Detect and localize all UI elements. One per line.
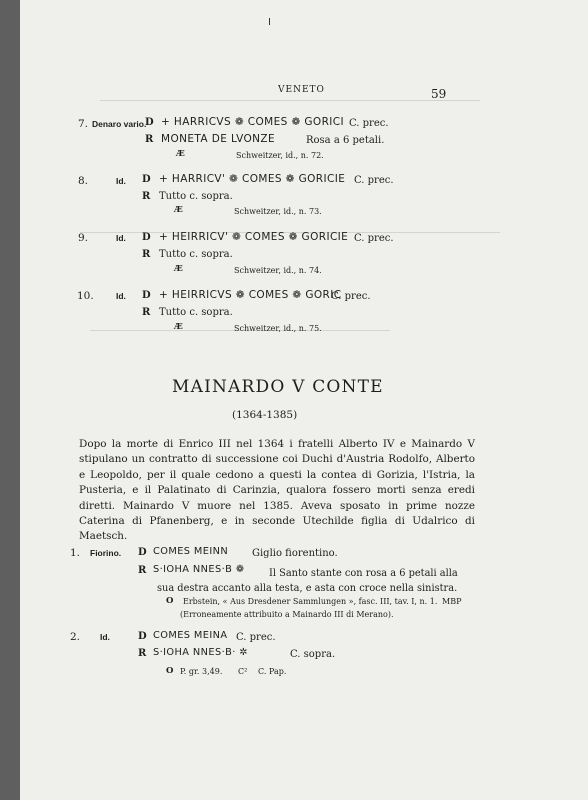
historical-paragraph: Dopo la morte di Enrico III nel 1364 i fratelli Alberto IV e Mainardo V stipulano un contratto di successione coi Duchi d'Austria Rodolfo, Alberto e Leopoldo, per il quale cedono a questi la contea di Gorizia, l'Istria, la Pusteria, e il Palatinato di Carinzia, qualora fossero morti senza eredi diretti. Mainardo V muore nel 1385. Aveva sposato in prime nozze Caterina di Pfanenberg, e in seconde Utechilde figlia di Udalrico di Maetsch. <box>79 438 475 543</box>
metal-symbol: Æ <box>174 264 183 274</box>
reverse-note: Rosa a 6 petali. <box>306 135 385 146</box>
coin-kind: Id. <box>116 176 126 186</box>
obverse-mark: D <box>142 174 151 185</box>
obverse-note: C. prec. <box>236 632 276 643</box>
reverse-note: Il Santo stante con rosa a 6 petali alla sua destra accanto alla testa, e asta con croce nella sinistra. <box>157 568 458 594</box>
page-mark <box>269 18 270 25</box>
metal-symbol: Æ <box>174 205 183 215</box>
obverse-legend: + HEIRRICVS ❁ COMES ❁ GORIC <box>159 289 342 301</box>
obverse-legend: + HARRICVS ❁ COMES ❁ GORICI <box>161 116 345 128</box>
metal-symbol: O <box>166 596 174 606</box>
obverse-note: C. prec. <box>349 118 389 129</box>
reverse-note: Tutto c. sopra. <box>159 191 233 202</box>
entry-number: 8. <box>78 175 89 187</box>
reference: Schweitzer, id., n. 72. <box>236 151 324 160</box>
reverse-mark: R <box>138 648 147 659</box>
reverse-mark: R <box>142 191 151 202</box>
section-title: MAINARDO V CONTE <box>172 377 384 397</box>
reverse-legend: S·IOHA NNES·B· ✲ <box>153 647 248 658</box>
coin-kind: Id. <box>116 233 126 243</box>
reference-tag: MBP <box>442 597 462 606</box>
reverse-legend: MONETA DE LVONZE <box>161 133 276 145</box>
obverse-mark: D <box>145 117 154 128</box>
obverse-mark: D <box>138 547 147 558</box>
reverse-mark: R <box>142 307 151 318</box>
reverse-legend: S·IOHA NNES·B ❁ <box>153 564 245 575</box>
reference: Schweitzer, id., n. 74. <box>234 266 322 275</box>
page-number: 59 <box>431 87 447 101</box>
entry-number: 1. <box>70 547 81 559</box>
reverse-mark: R <box>142 249 151 260</box>
obverse-note: C. prec. <box>354 175 394 186</box>
entry-number: 2. <box>70 631 81 643</box>
obverse-note: Giglio fiorentino. <box>252 548 338 559</box>
obverse-note: C. prec. <box>354 233 394 244</box>
coin-kind: Fiorino. <box>90 548 122 558</box>
obverse-mark: D <box>142 232 151 243</box>
book-page <box>20 0 588 800</box>
coin-kind: Denaro vario. <box>92 119 147 129</box>
reference: Schweitzer, id., n. 73. <box>234 207 322 216</box>
metal-symbol: Æ <box>176 149 185 159</box>
weight: P. gr. 3,49. <box>180 667 223 676</box>
entry-number: 10. <box>77 290 94 302</box>
entry-number: 7. <box>78 118 89 130</box>
reverse-mark: R <box>145 134 154 145</box>
running-title: VENETO <box>278 85 325 95</box>
reverse-note: Tutto c. sopra. <box>159 249 233 260</box>
obverse-legend: + HARRICV' ❁ COMES ❁ GORICIE <box>159 173 346 185</box>
coin-kind: Id. <box>116 291 126 301</box>
metal-symbol: Æ <box>174 322 183 332</box>
section-dates: (1364-1385) <box>232 409 298 421</box>
obverse-mark: D <box>138 631 147 642</box>
obverse-mark: D <box>142 290 151 301</box>
obverse-legend: COMES MEINN <box>153 546 229 557</box>
obverse-legend: + HEIRRICV' ❁ COMES ❁ GORICIE <box>159 231 349 243</box>
rarity: C² <box>238 667 248 676</box>
obverse-note: C. prec. <box>331 291 371 302</box>
reverse-note: C. sopra. <box>290 649 336 660</box>
reference: Erbstein, « Aus Dresdener Sammlungen », fasc. III, tav. I, n. 1. <box>183 597 438 606</box>
collection: C. Pap. <box>258 667 287 676</box>
reference-note: (Erroneamente attribuito a Mainardo III di Merano). <box>180 610 394 619</box>
bleed-through-line <box>100 100 480 101</box>
reverse-note: Tutto c. sopra. <box>159 307 233 318</box>
reverse-mark: R <box>138 565 147 576</box>
entry-number: 9. <box>78 232 89 244</box>
metal-symbol: O <box>166 666 174 676</box>
coin-kind: Id. <box>100 632 110 642</box>
reference: Schweitzer, id., n. 75. <box>234 324 322 333</box>
obverse-legend: COMES MEINA <box>153 630 228 641</box>
